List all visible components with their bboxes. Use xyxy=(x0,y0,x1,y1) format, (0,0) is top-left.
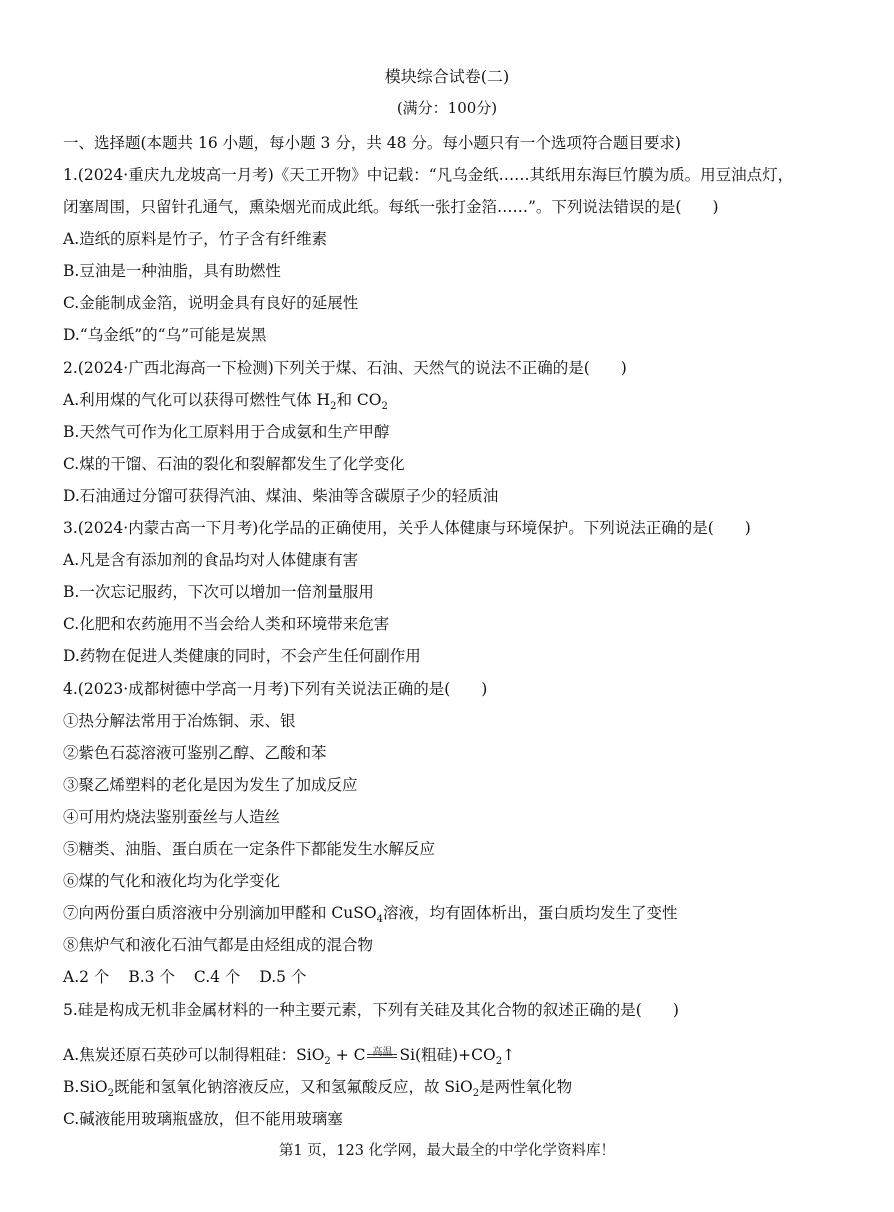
q4-statement-7: ⑦向两份蛋白质溶液中分别滴加甲醛和 CuSO$_4$溶液，均有固体析出，蛋白质均发生了变性 xyxy=(63,904,678,925)
q4-statement-6: ⑥煤的气化和液化均为化学变化 xyxy=(63,872,281,890)
section-heading: 一、选择题(本题共 16 小题，每小题 3 分，共 48 分。每小题只有一个选项符合题目要求) xyxy=(63,134,681,152)
q4-statement-3: ③聚乙烯塑料的老化是因为发生了加成反应 xyxy=(63,776,358,794)
q4-statement-8: ⑧焦炉气和液化石油气都是由烃组成的混合物 xyxy=(63,936,374,954)
gas-arrow-icon: ↑ xyxy=(502,1046,516,1064)
q2-stem: 2.(2024·广西北海高一下检测)下列关于煤、石油、天然气的说法不正确的是( ) xyxy=(63,359,627,377)
q4-statement-1: ①热分解法常用于冶炼铜、汞、银 xyxy=(63,712,296,730)
q4-option-b: B.3 个 xyxy=(128,968,175,986)
q1-option-a: A.造纸的原料是竹子，竹子含有纤维素 xyxy=(63,230,328,248)
q5-option-a: A.焦炭还原石英砂可以制得粗硅：SiO$_2$ + C 高温 Si(粗硅)$+CO_2↑$ xyxy=(63,1046,516,1067)
page-footer: 第1 页，123 化学网，最大最全的中学化学资料库！ xyxy=(278,1143,616,1159)
q3-stem: 3.(2024·内蒙古高一下月考)化学品的正确使用，关乎人体健康与环境保护。下列说法正确的是( ) xyxy=(63,519,751,537)
q3-option-c: C.化肥和农药施用不当会给人类和环境带来危害 xyxy=(63,615,390,633)
q4-options xyxy=(63,965,320,987)
q3-option-a: A.凡是含有添加剂的食品均对人体健康有害 xyxy=(63,551,359,569)
q2-option-d: D.石油通过分馏可获得汽油、煤油、柴油等含碳原子少的轻质油 xyxy=(63,487,499,505)
q1-option-c: C.金能制成金箔，说明金具有良好的延展性 xyxy=(63,294,359,312)
q2-option-c: C.煤的干馏、石油的裂化和裂解都发生了化学变化 xyxy=(63,455,405,473)
q2-option-b: B.天然气可作为化工原料用于合成氨和生产甲醇 xyxy=(63,423,390,441)
score-note: (满分：100分) xyxy=(396,99,498,117)
q3-option-d: D.药物在促进人类健康的同时，不会产生任何副作用 xyxy=(63,647,421,665)
q4-option-c: C.4 个 xyxy=(193,968,241,986)
q1-option-d: D.“乌金纸”的“乌”可能是炭黑 xyxy=(63,326,267,344)
q3-option-b: B.一次忘记服药，下次可以增加一倍剂量服用 xyxy=(63,583,374,601)
q5-option-c: C.碱液能用玻璃瓶盛放，但不能用玻璃塞 xyxy=(63,1110,343,1128)
q5-stem: 5.硅是构成无机非金属材料的一种主要元素，下列有关硅及其化合物的叙述正确的是( ) xyxy=(63,1001,679,1019)
q4-option-a: A.2 个 xyxy=(63,968,110,986)
q4-statement-5: ⑤糖类、油脂、蛋白质在一定条件下都能发生水解反应 xyxy=(63,840,436,858)
q4-option-d: D.5 个 xyxy=(259,968,307,986)
q4-stem: 4.(2023·成都树德中学高一月考)下列有关说法正确的是( ) xyxy=(63,680,488,698)
q1-stem-line2: 闭塞周围，只留针孔通气，熏染烟光而成此纸。每纸一张打金箔……”。下列说法错误的是( ) xyxy=(63,198,719,216)
q2-option-a: A.利用煤的气化可以获得可燃性气体 $H_2$和 $CO_2$ xyxy=(63,391,388,412)
q1-stem-line1: 1.(2024·重庆九龙坡高一月考)《天工开物》中记载：“凡乌金纸……其纸用东海巨竹膜为质。用豆油点灯， xyxy=(63,166,794,184)
q4-statement-4: ④可用灼烧法鉴别蚕丝与人造丝 xyxy=(63,808,281,826)
page-title: 模块综合试卷(二) xyxy=(384,67,510,86)
q1-option-b: B.豆油是一种油脂，具有助燃性 xyxy=(63,262,281,280)
q5-option-b: B.SiO$_2$既能和氢氧化钠溶液反应，又和氢氟酸反应，故 SiO$_2$是两性氧化物 xyxy=(63,1078,573,1099)
q4-statement-2: ②紫色石蕊溶液可鉴别乙醇、乙酸和苯 xyxy=(63,744,327,762)
